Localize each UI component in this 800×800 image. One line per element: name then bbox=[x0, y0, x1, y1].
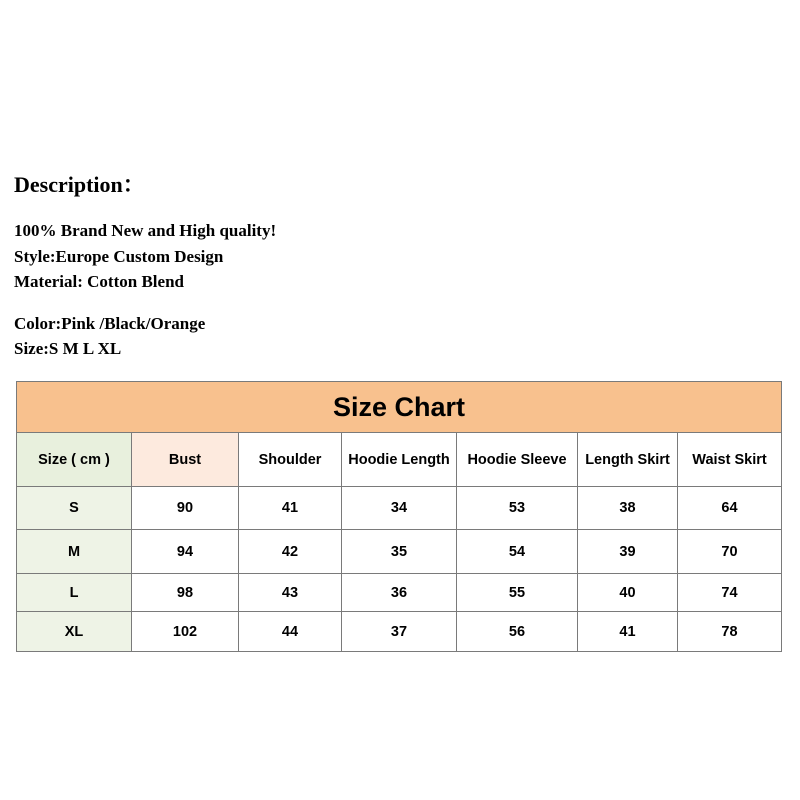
header-hoodie-sleeve: Hoodie Sleeve bbox=[457, 433, 578, 487]
size-chart-table bbox=[16, 381, 782, 652]
description-material: Material: Cotton Blend bbox=[14, 272, 184, 291]
length-skirt-cell: 40 bbox=[578, 574, 678, 612]
hoodie-length-cell: 34 bbox=[342, 487, 457, 530]
description-color: Color:Pink /Black/Orange bbox=[14, 313, 206, 333]
description-title: Description： bbox=[14, 172, 145, 197]
description-spacer bbox=[14, 295, 276, 311]
length-skirt-cell: 41 bbox=[578, 612, 678, 652]
length-skirt-cell: 38 bbox=[578, 487, 678, 530]
table-row bbox=[17, 574, 782, 612]
waist-skirt-cell: 64 bbox=[678, 487, 782, 530]
hoodie-sleeve-cell: 53 bbox=[457, 487, 578, 530]
bust-cell: 94 bbox=[132, 530, 239, 574]
size-cell: S bbox=[17, 487, 132, 530]
description-size: Size:S M L XL bbox=[14, 339, 122, 358]
table-row bbox=[17, 530, 782, 574]
bust-cell: 90 bbox=[132, 487, 239, 530]
table-row bbox=[17, 487, 782, 530]
size-cell: XL bbox=[17, 612, 132, 652]
shoulder-cell: 43 bbox=[239, 574, 342, 612]
waist-skirt-cell: 74 bbox=[678, 574, 782, 612]
shoulder-cell: 44 bbox=[239, 612, 342, 652]
hoodie-length-cell: 36 bbox=[342, 574, 457, 612]
size-cell: M bbox=[17, 530, 132, 574]
hoodie-sleeve-cell: 54 bbox=[457, 530, 578, 574]
header-waist-skirt: Waist Skirt bbox=[678, 433, 782, 487]
table-row bbox=[17, 612, 782, 652]
shoulder-cell: 42 bbox=[239, 530, 342, 574]
length-skirt-cell: 39 bbox=[578, 530, 678, 574]
waist-skirt-cell: 78 bbox=[678, 612, 782, 652]
hoodie-length-cell: 37 bbox=[342, 612, 457, 652]
bust-cell: 102 bbox=[132, 612, 239, 652]
description-style: Style:Europe Custom Design bbox=[14, 246, 224, 266]
header-hoodie-length: Hoodie Length bbox=[342, 433, 457, 487]
product-description bbox=[14, 170, 276, 362]
header-length-skirt: Length Skirt bbox=[578, 433, 678, 487]
header-row bbox=[17, 433, 782, 487]
size-chart-title: Size Chart bbox=[17, 382, 782, 433]
bust-cell: 98 bbox=[132, 574, 239, 612]
header-bust: Bust bbox=[132, 433, 239, 487]
shoulder-cell: 41 bbox=[239, 487, 342, 530]
header-shoulder: Shoulder bbox=[239, 433, 342, 487]
waist-skirt-cell: 70 bbox=[678, 530, 782, 574]
size-cell: L bbox=[17, 574, 132, 612]
description-quality: 100% Brand New and High quality! bbox=[14, 221, 277, 240]
header-size: Size ( cm ) bbox=[17, 433, 132, 487]
hoodie-length-cell: 35 bbox=[342, 530, 457, 574]
hoodie-sleeve-cell: 56 bbox=[457, 612, 578, 652]
hoodie-sleeve-cell: 55 bbox=[457, 574, 578, 612]
